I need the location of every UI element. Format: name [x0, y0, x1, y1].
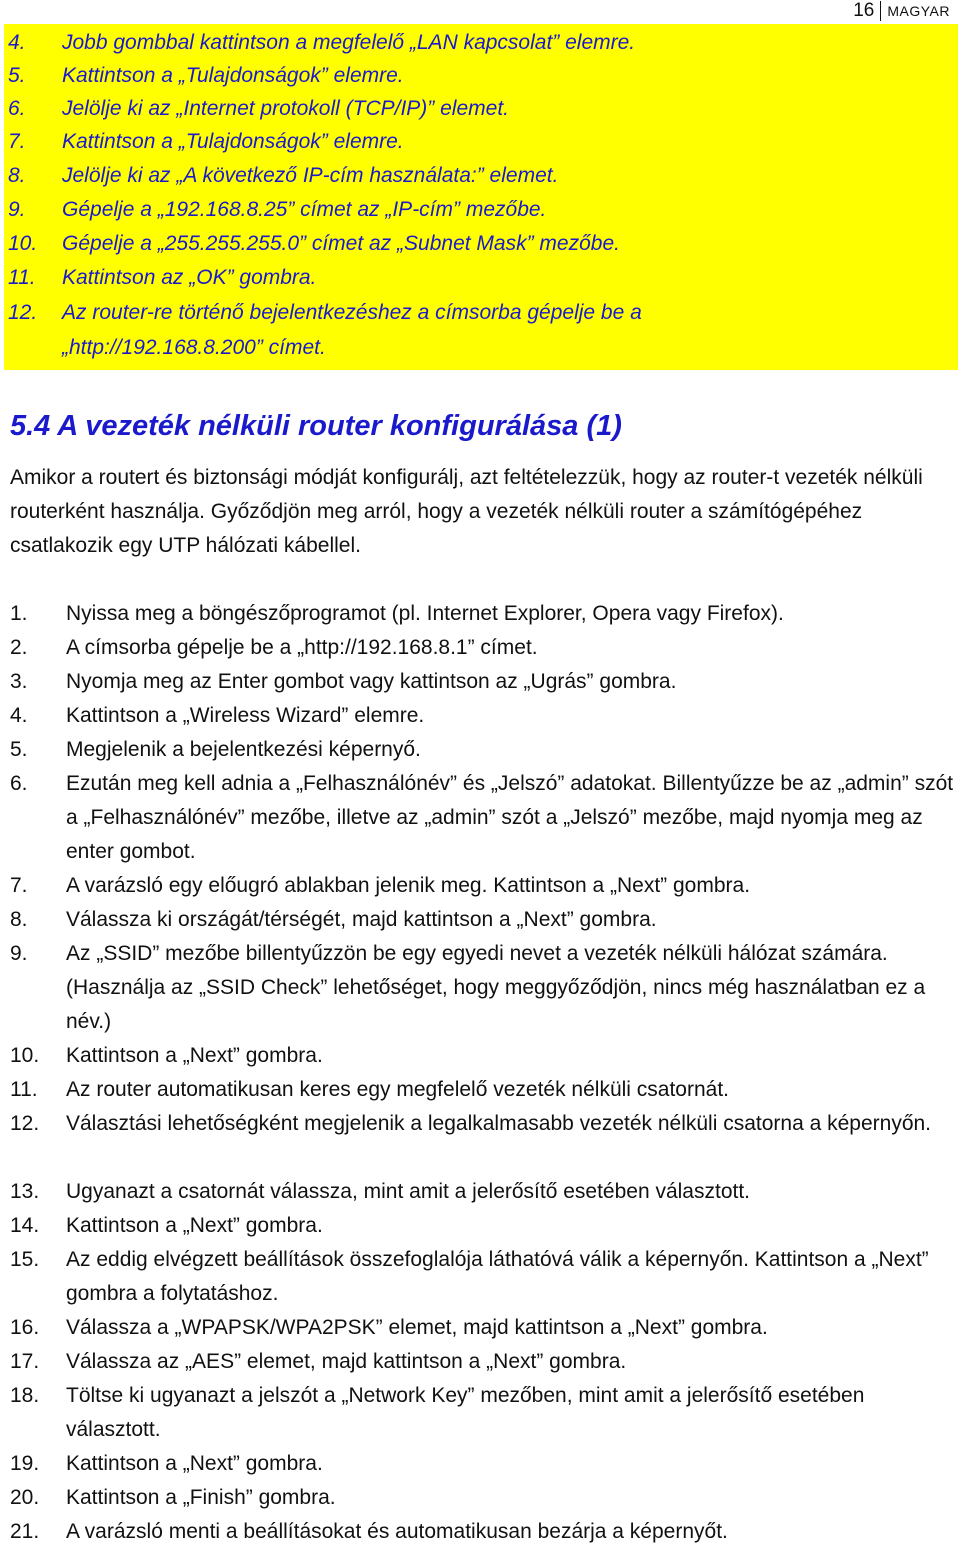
step-text: Gépelje a „192.168.8.25” címet az „IP-cím” mezőbe. [62, 198, 547, 221]
step-text: „http://192.168.8.200” címet. [62, 336, 326, 359]
step-text: Töltse ki ugyanazt a jelszót a „Network Key” mezőben, mint amit a jelerősítő esetében választott. [66, 1384, 865, 1441]
step-number: 12. [10, 1112, 40, 1135]
step-number: 1. [10, 602, 28, 625]
step-number: 5. [10, 738, 28, 761]
step-number: 4. [8, 31, 26, 54]
step-text: A varázsló egy előugró ablakban jelenik meg. Kattintson a „Next” gombra. [66, 874, 751, 897]
step-number: 15. [10, 1248, 40, 1271]
step-number: 17. [10, 1350, 40, 1373]
page-header [853, 0, 950, 22]
step-number: 13. [10, 1180, 40, 1203]
step-text: Gépelje a „255.255.255.0” címet az „Subnet Mask” mezőbe. [62, 232, 620, 255]
step-text: Válassza ki országát/térségét, majd kattintson a „Next” gombra. [66, 908, 657, 931]
step-number: 11. [10, 1078, 38, 1101]
step-text: Ezután meg kell adnia a „Felhasználónév” és „Jelszó” adatokat. Billentyűzze be az „admin” szót a „Felhasználónév” mezőbe, illetve az „admin” szót a „Jelszó” mezőbe, majd nyomja meg az enter gombot. [66, 772, 954, 863]
language-label: MAGYAR [887, 3, 950, 19]
step-number: 21. [10, 1520, 40, 1543]
step-text: A varázsló menti a beállításokat és automatikusan bezárja a képernyőt. [66, 1520, 728, 1543]
step-text: Az „SSID” mezőbe billentyűzzön be egy egyedi nevet a vezeték nélküli hálózat számára. (Használja az „SSID Check” lehetőséget, hogy meggyőződjön, nincs még használatban ez a név.) [66, 942, 926, 1033]
step-text: Jelölje ki az „A következő IP-cím használata:” elemet. [62, 164, 559, 187]
step-number: 7. [8, 130, 26, 153]
step-text: A címsorba gépelje be a „http://192.168.8.1” címet. [66, 636, 538, 659]
step-text: Jelölje ki az „Internet protokoll (TCP/IP)” elemet. [62, 97, 509, 120]
step-number: 5. [8, 64, 26, 87]
step-number: 19. [10, 1452, 40, 1475]
step-text: Kattintson a „Finish” gombra. [66, 1486, 336, 1509]
step-text: Kattintson a „Wireless Wizard” elemre. [66, 704, 425, 727]
step-number: 6. [10, 772, 28, 795]
step-number: 4. [10, 704, 28, 727]
step-number: 7. [10, 874, 28, 897]
step-text: Jobb gombbal kattintson a megfelelő „LAN kapcsolat” elemre. [62, 31, 636, 54]
step-text: Kattintson a „Tulajdonságok” elemre. [62, 130, 404, 153]
step-text: Nyissa meg a böngészőprogramot (pl. Internet Explorer, Opera vagy Firefox). [66, 602, 784, 625]
step-number: 2. [10, 636, 28, 659]
step-text: Kattintson az „OK” gombra. [62, 266, 317, 289]
step-number: 16. [10, 1316, 40, 1339]
step-text: Kattintson a „Tulajdonságok” elemre. [62, 64, 404, 87]
step-text: Nyomja meg az Enter gombot vagy kattintson az „Ugrás” gombra. [66, 670, 677, 693]
step-text: Válassza az „AES” elemet, majd kattintson a „Next” gombra. [66, 1350, 627, 1373]
section-intro [10, 461, 950, 563]
step-number: 10. [8, 232, 38, 255]
step-text: Válassza a „WPAPSK/WPA2PSK” elemet, majd kattintson a „Next” gombra. [66, 1316, 768, 1339]
step-number: 8. [10, 908, 28, 931]
step-number: 9. [10, 942, 28, 965]
step-number: 12. [8, 301, 38, 324]
step-number: 8. [8, 164, 26, 187]
intro-paragraph: Amikor a routert és biztonsági módját konfigurálj, azt feltételezzük, hogy az router-t vezeték nélküli routerként használja. Győződjön meg arról, hogy a vezeték nélküli router a számítógépéhez csatlakozik egy UTP hálózati kábellel. [10, 466, 923, 557]
step-number: 20. [10, 1486, 40, 1509]
page-number: 16 [853, 0, 875, 21]
step-text: Az router automatikusan keres egy megfelelő vezeték nélküli csatornát. [66, 1078, 730, 1101]
step-text: Kattintson a „Next” gombra. [66, 1044, 323, 1067]
step-text: Az router-re történő bejelentkezéshez a címsorba gépelje be a [62, 301, 642, 324]
step-number: 9. [8, 198, 26, 221]
section-title: 5.4 A vezeték nélküli router konfigurálása (1) [10, 410, 622, 442]
step-number: 18. [10, 1384, 40, 1407]
header-divider [880, 1, 881, 21]
step-number: 3. [10, 670, 28, 693]
step-number: 10. [10, 1044, 40, 1067]
step-text: Kattintson a „Next” gombra. [66, 1452, 323, 1475]
step-text: Az eddig elvégzett beállítások összefoglalója láthatóvá válik a képernyőn. Kattintson a „Next” gombra a folytatáshoz. [66, 1248, 929, 1305]
step-text: Megjelenik a bejelentkezési képernyő. [66, 738, 421, 761]
step-text: Választási lehetőségként megjelenik a legalkalmasabb vezeték nélküli csatorna a képernyőn. [66, 1112, 932, 1135]
step-text: Ugyanazt a csatornát válassza, mint amit a jelerősítő esetében választott. [66, 1180, 751, 1203]
step-number: 14. [10, 1214, 40, 1237]
step-text: Kattintson a „Next” gombra. [66, 1214, 323, 1237]
step-number: 11. [8, 266, 36, 289]
step-number: 6. [8, 97, 26, 120]
